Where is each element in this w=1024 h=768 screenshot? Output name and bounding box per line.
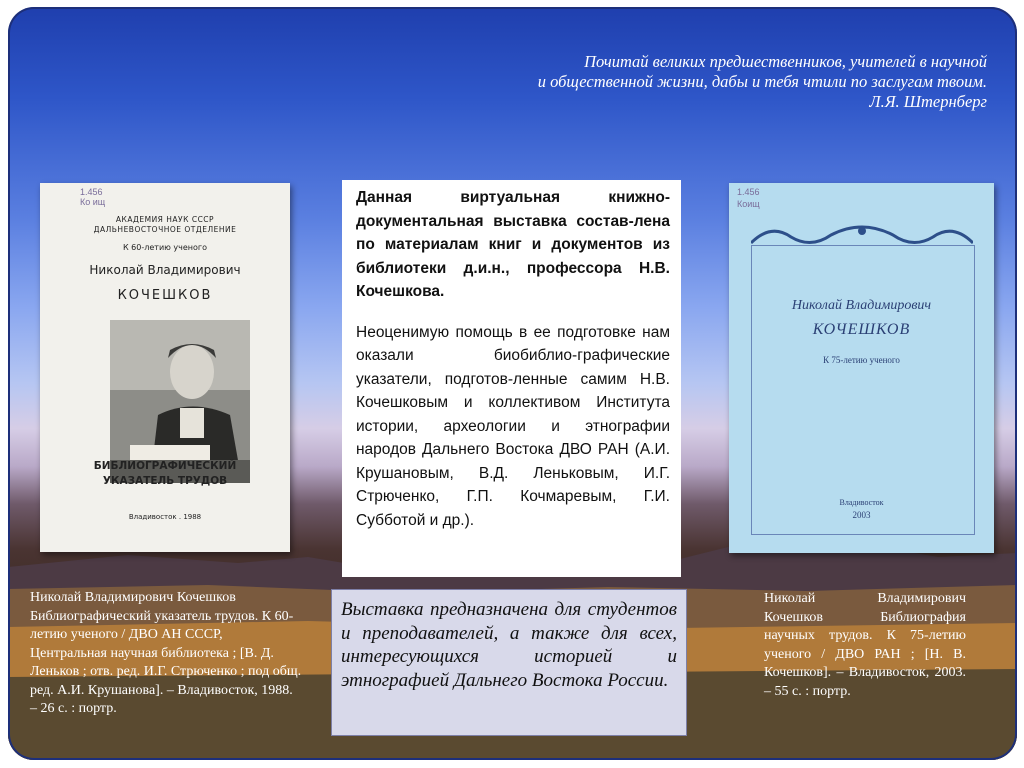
library-stamp: 1.456 (737, 187, 760, 197)
caption-right: Николай Владимирович Кочешков Библиография научных трудов. К 75-летию ученого / ДВО РАН ; [Н. В. Кочешков]. – Владивосток, 2003. – 55 с. : портр. (764, 591, 966, 699)
library-stamp-2: Ко ищ (80, 197, 106, 207)
cover-title-line1: БИБЛИОГРАФИЧЕСКИЙ (93, 460, 237, 472)
quote-line-2: и общественной жизни, дабы и тебя чтили по заслугам твоим. (537, 72, 987, 91)
cover-year: 2003 (852, 510, 871, 520)
description-paragraph-1: Данная виртуальная книжно-документальная выставка состав-лена по материалам книг и документов из библиотеки д.и.н., профессора Н.В. Кочешкова. (356, 189, 670, 300)
cover-imprint: Владивосток . 1988 (128, 513, 202, 521)
book-cover-1988 (40, 183, 290, 552)
cover-frame (751, 245, 975, 535)
cover-subtitle: К 60-летию ученого (122, 243, 208, 252)
cover-org-line2: ДАЛЬНЕВОСТОЧНОЕ ОТДЕЛЕНИЕ (93, 225, 237, 234)
description-paragraph-2: Неоценимую помощь в ее подготовке нам оказали биобиблио-графические указатели, подготов-ленные самим Н.В. Кочешковым и коллективом Института истории, археологии и этнографии народов Дальнего Востока ДВО РАН (А.И. Крушановым, В.Д. Леньковым, И.Г. Стрюченко, Г.П. Кочмаревым, Г.И. Субботой и др.). (356, 323, 670, 529)
epigraph-quote (367, 52, 987, 112)
exhibition-purpose: Выставка предназначена для студентов и преподавателей, а также для всех, интересующихся историей и этнографией Дальнего Востока России. (331, 589, 687, 736)
cover-surname: КОЧЕШКОВ (812, 321, 911, 338)
library-stamp-2: Коищ (737, 199, 760, 209)
quote-line-1: Почитай великих предшественников, учителей в научной (584, 52, 987, 71)
library-stamp: 1.456 (80, 187, 103, 197)
cover-name: Николай Владимирович (89, 263, 241, 277)
exhibition-description (342, 180, 681, 577)
quote-author: Л.Я. Штернберг (869, 92, 987, 111)
cover-subtitle: К 75-летию ученого (823, 355, 900, 365)
cover-name: Николай Владимирович (791, 298, 932, 313)
caption-left: Николай Владимирович Кочешков Библиографический указатель трудов. К 60-летию ученого / ДВО АН СССР, Центральная научная библиотека ; [В. Д. Леньков ; отв. ред. И.Г. Стрюченко ; под общ. ред. А.И. Крушанова]. – Владивосток, 1988. – 26 с. : портр. (30, 590, 302, 716)
author-portrait-photo (110, 320, 250, 483)
cover-title-line2: УКАЗАТЕЛЬ ТРУДОВ (102, 475, 228, 487)
cover-org-line1: АКАДЕМИЯ НАУК СССР (115, 215, 215, 224)
cover-surname: КОЧЕШКОВ (117, 288, 213, 303)
cover-city: Владивосток (839, 498, 884, 507)
book-cover-2003 (729, 183, 994, 553)
